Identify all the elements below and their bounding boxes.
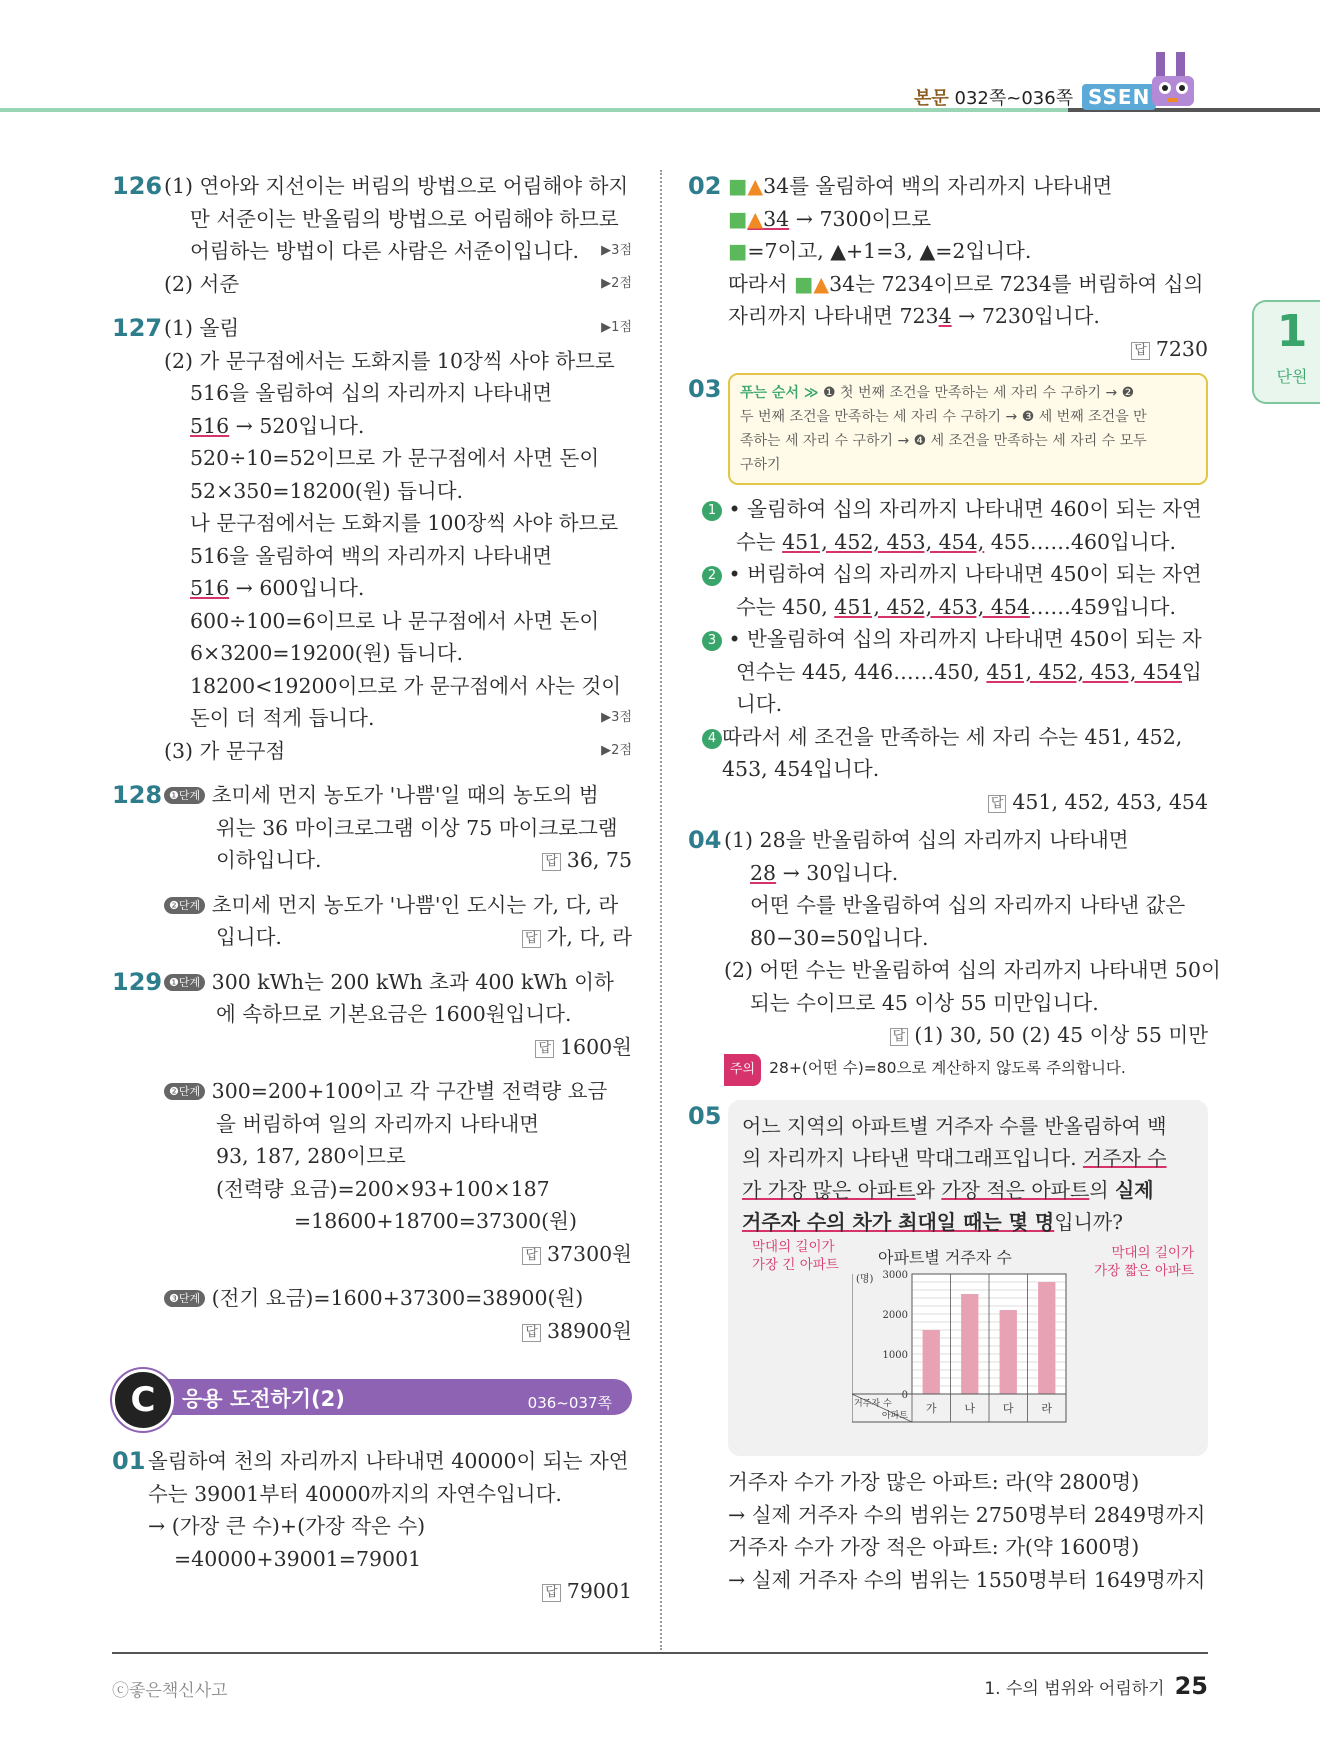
text-line [164,1075,632,1108]
column-divider [660,170,662,1650]
bar-chart [852,1270,1072,1446]
text-line [728,268,1208,301]
answer-value: (1) 30, 50 (2) 45 이상 55 미만 [914,1023,1208,1047]
solution-steps [702,493,1208,818]
answer-icon: 답 [890,1028,909,1046]
chart-area [742,1238,1194,1448]
bold-text: 거주자 수의 차가 최대일 때는 몇 명 [742,1210,1055,1234]
text-line-with-points [164,268,632,301]
text-line: 수는 39001부터 40000까지의 자연수입니다. [148,1481,562,1506]
text-line [164,410,632,443]
text: 어림하는 방법이 다른 사람은 서준이입니다. [190,239,580,263]
text: =7이고, ▲+1=3, ▲=2입니다. [747,239,1032,263]
text: 300=200+100이고 각 구간별 전력량 요금 [211,1079,608,1103]
text-line [164,1282,632,1315]
text-line: =18600+18700=37300(원) [294,1209,577,1233]
points-label: ▶1점 [601,320,632,335]
text-line [728,170,1208,203]
text: ……459입니다. [1029,594,1176,619]
bold-text: 실제 [1114,1178,1154,1202]
text-line: 거주자 수가 가장 많은 아파트: 라(약 2800명) [728,1470,1140,1494]
triangle-icon: ▲ [813,271,830,296]
answer-02 [688,170,1208,365]
text: 따라서 [728,271,794,296]
answer-icon: 답 [522,930,541,948]
text: 입니까? [1054,1210,1123,1234]
answer-value: 7230 [1155,336,1208,361]
answer-value: 79001 [566,1579,632,1603]
problem-number: 127 [112,314,163,342]
corner-label-y: 거주자 수 [854,1399,892,1409]
square-icon: ■ [728,239,748,263]
answer-icon: 답 [542,853,561,871]
bar [1000,1310,1017,1394]
caution-text: 28+(어떤 수)=80으로 계산하지 않도록 주의합니다. [769,1058,1126,1077]
text-line-with-points [164,735,632,768]
text-line: → 실제 거주자 수의 범위는 2750명부터 2849명까지 [728,1502,1206,1527]
underlined-text: 28 [750,860,777,885]
text: 초미세 먼지 농도가 '나쁨'일 때의 농도의 범 [211,783,599,807]
x-tick-label: 다 [1002,1402,1014,1415]
square-icon: ■ [793,271,814,296]
annotation-right [1094,1244,1194,1280]
step-number-icon: 4 [702,729,722,749]
answer-value: 451, 452, 453, 454 [1012,789,1208,814]
y-tick-label: 2000 [882,1310,908,1321]
answer [148,1575,632,1608]
order-line: 두 번째 조건을 만족하는 세 자리 수 구하기 → ❸ 세 번째 조건을 만 [740,409,1147,425]
text-line [728,300,1208,333]
step-badge: ❷단계 [164,897,205,914]
y-axis-unit: (명) [856,1274,874,1285]
text: 와 [915,1178,942,1202]
answer-01 [112,1445,632,1608]
text-line [164,779,632,812]
text-line: → (가장 큰 수)+(가장 작은 수) [148,1514,426,1538]
answer-value: 가, 다, 라 [546,925,632,949]
step-number-icon: 1 [702,501,722,521]
problem-number: 05 [688,1102,722,1130]
left-column [112,170,632,1608]
underlined-text: 451, 452, 453, 454 [834,594,1030,619]
text: 연수는 445, 446……450, [736,659,987,684]
mascot-icon [1146,46,1202,118]
step-badge: ❸단계 [164,1290,205,1307]
page-number: 25 [1174,1672,1208,1700]
answer [724,1019,1208,1052]
caution-note [724,1052,1208,1087]
points-label: ▶2점 [601,742,632,758]
text-line: 52×350=18200(원) 듭니다. [190,478,464,503]
text-line: 되는 수이므로 45 이상 55 미만입니다. [750,990,1099,1015]
text-line [164,966,632,999]
underlined-text: 451, 452, 453, 454, [782,529,985,554]
text-line: 80−30=50입니다. [750,925,929,950]
text-line: 만 서준이는 반올림의 방법으로 어림해야 하므로 [190,206,619,231]
answer-value: 38900원 [546,1318,632,1343]
underlined-text: 451, 452, 453, 454 [986,659,1183,684]
answer-icon: 답 [522,1247,541,1265]
question-line [742,1206,1194,1238]
answer-icon: 답 [988,795,1007,813]
text: → 7300이므로 [789,206,932,231]
annotation-line: 가장 긴 아파트 [752,1257,839,1273]
text: 의 자리까지 나타낸 막대그래프입니다. [742,1146,1083,1170]
answer [728,333,1208,366]
text-line: 니다. [736,692,783,716]
question-line [742,1174,1194,1206]
text-line-with-points [164,702,632,735]
step-badge: ❷단계 [164,1083,205,1100]
text-line-with-points [164,235,632,268]
problem-number: 128 [112,781,163,809]
step-number-icon: 3 [702,631,722,651]
header-prefix: 본문 [914,88,949,109]
text-line: 6×3200=19200(원) 듭니다. [190,641,464,665]
annotation-line: 막대의 길이가 [1111,1245,1194,1261]
text: (전기 요금)=1600+37300=38900(원) [211,1286,584,1310]
section-banner [112,1369,632,1427]
corner-label-x: 아파트 [881,1411,908,1421]
text: → 7230입니다. [951,304,1100,328]
answer-04 [688,824,1221,1086]
underlined-text: 4 [938,304,952,328]
text-line-with-points [164,312,632,345]
underlined-text: 가 가장 많은 아파트 [742,1178,916,1202]
text-line: 에 속하므로 기본요금은 1600원입니다. [216,1002,572,1026]
problem-number: 129 [112,967,163,996]
order-line: 구하기 [740,457,781,473]
annotation-line: 가장 짧은 아파트 [1094,1263,1194,1279]
answer [164,1238,632,1271]
text-line: 어떤 수를 반올림하여 십의 자리까지 나타낸 값은 [750,893,1186,917]
annotation-line: 막대의 길이가 [752,1239,835,1255]
problem-number: 02 [688,172,722,200]
text: → 30입니다. [776,860,899,885]
text: (3) 가 문구점 [164,738,286,763]
problem-number: 01 [112,1447,146,1475]
answer [164,1031,632,1064]
x-tick-label: 라 [1041,1402,1053,1415]
answer [702,786,1208,819]
text-line: 위는 36 마이크로그램 이상 75 마이크로그램 [216,815,618,840]
text-line: → 실제 거주자 수의 범위는 1550명부터 1649명까지 [728,1567,1206,1592]
text-line-with-answer [164,921,632,954]
points-label: ▶2점 [601,275,632,291]
section-letter: C [112,1369,174,1431]
underlined-text: 516 [190,413,230,438]
text: 입 [1182,659,1202,684]
chapter-title: 1. 수의 범위와 어림하기 [984,1679,1165,1699]
text: 34를 올림하여 백의 자리까지 나타내면 [763,174,1113,198]
text-line: (2) 어떤 수는 반올림하여 십의 자리까지 나타내면 50이 [724,958,1221,982]
points-label: ▶3점 [601,710,632,725]
step-number-icon: 2 [702,566,722,586]
text: • 올림하여 십의 자리까지 나타내면 460이 되는 자연 [728,497,1202,521]
text-line: 을 버림하여 일의 자리까지 나타내면 [216,1111,540,1136]
text: ❶ 첫 번째 조건을 만족하는 세 자리 수 구하기 → ❷ [822,385,1135,401]
text-line [702,656,1208,689]
text-line: 올림하여 천의 자리까지 나타내면 40000이 되는 자연 [148,1449,629,1473]
text-line [702,721,1208,754]
caution-tag: 주의 [724,1054,761,1087]
square-icon: ■ [728,206,748,231]
text: 의 [1089,1178,1115,1202]
problem-number: 126 [112,172,163,200]
step-badge: ❶단계 [164,974,205,991]
chart-title: 아파트별 거주자 수 [878,1248,1012,1267]
text-line [728,235,1208,268]
unit-number: 1 [1276,306,1308,357]
answer [522,921,632,954]
answer-127 [112,312,632,767]
underlined-text: 가장 적은 아파트 [941,1178,1090,1202]
text-line: (1) 연아와 지선이는 버림의 방법으로 어림해야 하지 [164,174,629,198]
text: 수는 450, [736,594,835,619]
text-line: (2) 가 문구점에서는 도화지를 10장씩 사야 하므로 [164,348,615,373]
y-tick-label: 0 [901,1390,908,1401]
x-tick-label: 나 [964,1402,976,1415]
text-line [702,558,1208,591]
text-line [702,526,1208,559]
brand-logo: SSEN [1082,84,1156,110]
underlined-text: 34 [763,206,790,231]
answer-icon: 답 [542,1584,561,1602]
underlined-text: 516 [190,576,230,600]
answer [542,844,632,877]
underlined-text: 거주자 수 [1082,1146,1167,1170]
answer-icon: 답 [535,1040,554,1058]
text-line: 거주자 수가 가장 적은 아파트: 가(약 1600명) [728,1535,1140,1559]
section-title: 응용 도전하기(2) [182,1387,345,1411]
problem-number: 03 [688,375,722,403]
text: 300 kWh는 200 kWh 초과 400 kWh 이하 [211,969,614,994]
step-badge: ❶단계 [164,787,205,804]
points-label: ▶3점 [601,243,632,258]
text-line: 18200<19200이므로 가 문구점에서 사는 것이 [190,673,622,698]
text-line: 93, 187, 280이므로 [216,1144,406,1168]
header-pages [914,84,1073,110]
triangle-icon: ▲ [747,206,764,231]
text-line [702,623,1208,656]
problem-number: 04 [688,826,722,854]
bar [961,1294,978,1394]
order-line [740,381,1196,405]
answer-value: 1600원 [560,1034,632,1059]
text-line [702,493,1208,526]
answer-05 [688,1100,1208,1596]
x-tick-label: 가 [925,1402,937,1415]
text-line [164,889,632,922]
answer-icon: 답 [1131,342,1150,360]
annotation-left [752,1238,839,1274]
text-line [164,572,632,605]
text: 돈이 더 적게 듭니다. [190,706,375,730]
bar [923,1330,940,1394]
text: 따라서 세 조건을 만족하는 세 자리 수는 451, 452, [722,724,1183,749]
text-line: 453, 454입니다. [722,757,880,781]
text: (1) 올림 [164,316,240,340]
header-page-range: 032쪽~036쪽 [954,88,1074,109]
text-line: 520÷10=52이므로 가 문구점에서 사면 돈이 [190,446,600,470]
text-line [702,591,1208,624]
section-pages: 036~037쪽 [527,1394,612,1412]
answer-value: 36, 75 [566,848,632,872]
question-line: 어느 지역의 아파트별 거주자 수를 반올림하여 백 [742,1114,1167,1138]
order-line: 족하는 세 자리 수 구하기 → ❹ 세 조건을 만족하는 세 자리 수 모두 [740,433,1147,449]
text: → 520입니다. [229,413,365,438]
answer-129 [112,966,632,1348]
text-line: 나 문구점에서는 도화지를 100장씩 사야 하므로 [190,511,619,535]
text: 34는 7234이므로 7234를 버림하여 십의 [829,271,1204,296]
text: 이하입니다. [216,848,322,872]
text-line: 516을 올림하여 백의 자리까지 나타내면 [190,543,553,568]
text: 수는 [736,529,783,554]
answer-icon: 답 [522,1324,541,1342]
text: 초미세 먼지 농도가 '나쁨'인 도시는 가, 다, 라 [211,892,619,917]
answer-value: 37300원 [546,1241,632,1266]
text: 자리까지 나타내면 723 [728,304,939,328]
text-line: (1) 28을 반올림하여 십의 자리까지 나타내면 [724,828,1129,852]
right-column [688,170,1221,1596]
y-tick-label: 3000 [882,1270,908,1281]
y-tick-label: 1000 [882,1350,908,1361]
solution [728,1466,1208,1596]
text: 455……460입니다. [984,529,1176,554]
solving-order-box [728,373,1208,485]
text-line [728,203,1208,236]
answer [164,1315,632,1348]
square-icon: ■ [728,174,748,198]
text: (2) 서준 [164,271,240,296]
question-line [742,1142,1194,1174]
text-line: 600÷100=6이므로 나 문구점에서 사면 돈이 [190,608,600,633]
text: • 반올림하여 십의 자리까지 나타내면 450이 되는 자 [728,627,1202,651]
answer-126 [112,170,632,300]
footer-chapter [984,1672,1208,1700]
bar [1038,1282,1055,1394]
problem-box [728,1100,1208,1456]
unit-label: 단원 [1276,367,1308,386]
triangle-icon: ▲ [747,174,764,198]
publisher: ⓒ좋은책신사고 [112,1681,228,1701]
text-line [724,857,1208,890]
answer-128 [112,779,632,954]
answer-03 [688,373,1208,818]
text: 입니다. [216,925,282,949]
text-line: (전력량 요금)=200×93+100×187 [216,1176,550,1201]
footer-rule [112,1652,1208,1654]
order-label: 푸는 순서 ≫ [740,385,819,401]
text-line: 516을 올림하여 십의 자리까지 나타내면 [190,381,553,405]
text-line: =40000+39001=79001 [174,1546,422,1571]
text: • 버림하여 십의 자리까지 나타내면 450이 되는 자연 [728,562,1202,586]
text: → 600입니다. [229,576,365,600]
text-line-with-answer [164,844,632,877]
